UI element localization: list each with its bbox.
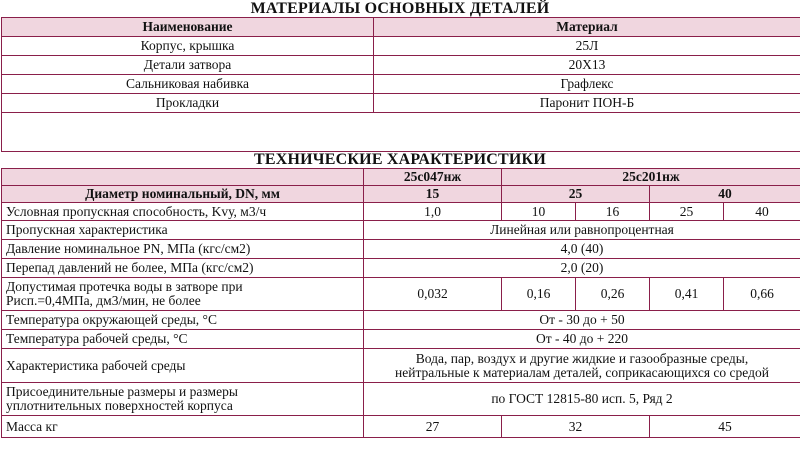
materials-header-material: Материал [374, 18, 800, 37]
kvy-value: 16 [576, 203, 650, 221]
specs-title: ТЕХНИЧЕСКИЕ ХАРАКТЕРИСТИКИ [254, 151, 546, 168]
pressure-row [2, 240, 800, 259]
dn-value: 25 [502, 186, 650, 203]
drop-label: Перепад давлений не более, МПа (кгс/см2) [2, 259, 364, 278]
connect-row [2, 383, 800, 416]
pressure-label: Давление номинальное PN, МПа (кгс/см2) [2, 240, 364, 259]
leak-value: 0,41 [650, 278, 724, 311]
ambient-row [2, 311, 800, 330]
drop-row [2, 259, 800, 278]
medium-value-line-1: Вода, пар, воздух и другие жидкие и газообразные среды, [415, 350, 749, 366]
material-value: Графлекс [374, 75, 800, 94]
material-part: Сальниковая набивка [2, 75, 374, 94]
kvy-label: Условная пропускная способность, Kvу, м3/ч [2, 203, 364, 221]
kvy-value: 1,0 [364, 203, 502, 221]
table-row [2, 37, 800, 56]
leak-value: 0,66 [724, 278, 800, 311]
medium-row [2, 349, 800, 383]
model-row [2, 169, 800, 186]
medium-label: Характеристика рабочей среды [2, 349, 364, 383]
model-corner-cell [2, 169, 364, 186]
mass-label: Масса кг [2, 416, 364, 438]
leak-value: 0,26 [576, 278, 650, 311]
dn-value: 15 [364, 186, 502, 203]
specs-table [1, 168, 800, 438]
connect-label-line-2: уплотнительных поверхностей корпуса [6, 398, 233, 413]
spacer-cell [2, 113, 800, 152]
dn-row [2, 186, 800, 203]
dn-label: Диаметр номинальный, DN, мм [2, 186, 364, 203]
ambient-value: От - 30 до + 50 [364, 311, 800, 330]
dn-value: 40 [650, 186, 800, 203]
material-part: Прокладки [2, 94, 374, 113]
spacer-row [2, 113, 800, 152]
material-part: Корпус, крышка [2, 37, 374, 56]
ambient-label: Температура окружающей среды, °С [2, 311, 364, 330]
throughput-row [2, 221, 800, 240]
kvy-value: 10 [502, 203, 576, 221]
table-row [2, 94, 800, 113]
leak-label [2, 278, 364, 311]
connect-value: по ГОСТ 12815-80 исп. 5, Ряд 2 [364, 383, 800, 416]
throughput-value: Линейная или равнопроцентная [364, 221, 800, 240]
work-temp-value: От - 40 до + 220 [364, 330, 800, 349]
model-a: 25с047нж [364, 169, 502, 186]
leak-value: 0,032 [364, 278, 502, 311]
materials-header-row [2, 18, 800, 37]
leak-value: 0,16 [502, 278, 576, 311]
mass-row [2, 416, 800, 438]
table-row [2, 56, 800, 75]
material-value: 20Х13 [374, 56, 800, 75]
table-row [2, 75, 800, 94]
materials-header-name: Наименование [2, 18, 374, 37]
medium-value-line-2: нейтральные к материалам деталей, соприкасающихся со средой [395, 364, 769, 380]
leak-label-line-1: Допустимая протечка воды в затворе при [6, 279, 243, 294]
kvy-value: 40 [724, 203, 800, 221]
work-temp-row [2, 330, 800, 349]
mass-value: 45 [650, 416, 800, 438]
connect-label [2, 383, 364, 416]
throughput-label: Пропускная характеристика [2, 221, 364, 240]
materials-table [1, 17, 800, 152]
material-value: 25Л [374, 37, 800, 56]
model-b: 25с201нж [502, 169, 800, 186]
connect-label-line-1: Присоединительные размеры и размеры [6, 384, 238, 399]
kvy-value: 25 [650, 203, 724, 221]
materials-title: МАТЕРИАЛЫ ОСНОВНЫХ ДЕТАЛЕЙ [250, 0, 550, 17]
leak-label-line-2: Рисп.=0,4МПа, дм3/мин, не более [6, 293, 201, 308]
mass-value: 32 [502, 416, 650, 438]
leak-row [2, 278, 800, 311]
kvy-row [2, 203, 800, 221]
drop-value: 2,0 (20) [364, 259, 800, 278]
pressure-value: 4,0 (40) [364, 240, 800, 259]
mass-value: 27 [364, 416, 502, 438]
material-value: Паронит ПОН-Б [374, 94, 800, 113]
medium-value [364, 349, 800, 383]
material-part: Детали затвора [2, 56, 374, 75]
work-temp-label: Температура рабочей среды, °С [2, 330, 364, 349]
